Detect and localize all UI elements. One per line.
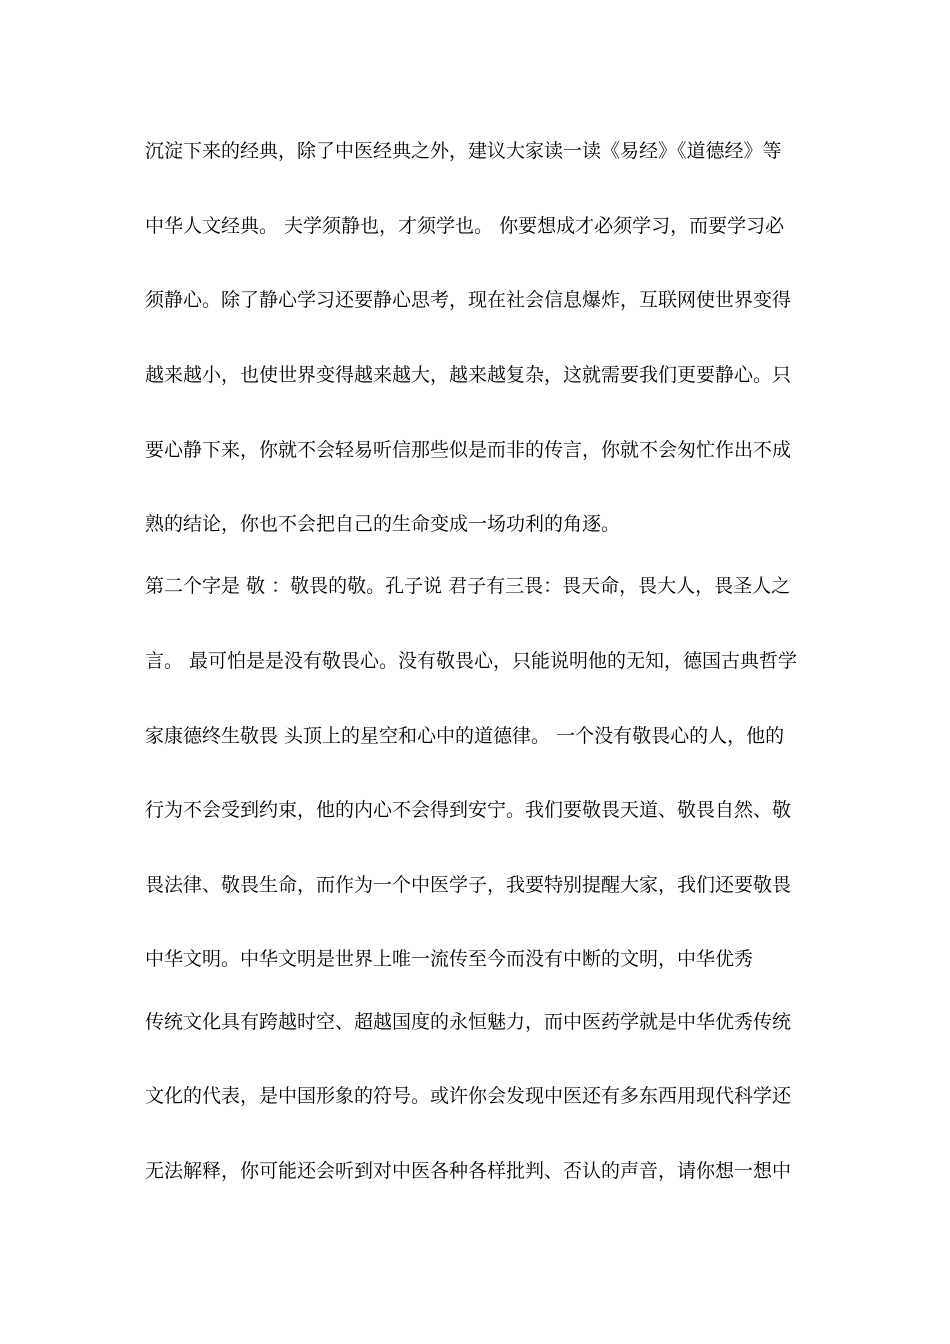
text-line: 越来越小，也使世界变得越来越大，越来越复杂，这就需要我们更要静心。只 bbox=[145, 364, 792, 386]
text-line: 行为不会受到约束，他的内心不会得到安宁。我们要敬畏天道、敬畏自然、敬 bbox=[145, 799, 792, 821]
text-line: 熟的结论，你也不会把自己的生命变成一场功利的角逐。 bbox=[145, 513, 621, 535]
text-line: 无法解释，你可能还会听到对中医各种各样批判、否认的声音，请你想一想中 bbox=[145, 1160, 792, 1182]
text-line: 第二个字是 敬 ：敬畏的敬。孔子说 君子有三畏：畏天命，畏大人，畏圣人之 bbox=[145, 575, 791, 597]
text-line: 文化的代表，是中国形象的符号。或许你会发现中医还有多东西用现代科学还 bbox=[145, 1085, 792, 1107]
text-line: 中华人文经典。 夫学须静也，才须学也。 你要想成才必须学习，而要学习必 bbox=[145, 215, 785, 237]
text-line: 家康德终生敬畏 头顶上的星空和心中的道德律。 一个没有敬畏心的人，他的 bbox=[145, 725, 785, 747]
text-line: 畏法律、敬畏生命，而作为一个中医学子，我要特别提醒大家，我们还要敬畏 bbox=[145, 874, 792, 896]
text-line: 要心静下来，你就不会轻易听信那些似是而非的传言，你就不会匆忙作出不成 bbox=[145, 439, 792, 461]
text-line: 中华文明。中华文明是世界上唯一流传至今而没有中断的文明，中华优秀 bbox=[145, 948, 754, 970]
text-line: 言。 最可怕是是没有敬畏心。没有敬畏心，只能说明他的无知，德国古典哲学 bbox=[145, 650, 798, 672]
text-line: 沉淀下来的经典，除了中医经典之外，建议大家读一读《易经》《道德经》等 bbox=[145, 140, 782, 162]
text-line: 须静心。除了静心学习还要静心思考，现在社会信息爆炸，互联网使世界变得 bbox=[145, 289, 792, 311]
text-line: 传统文化具有跨越时空、超越国度的永恒魅力，而中医药学就是中华优秀传统 bbox=[145, 1011, 792, 1033]
